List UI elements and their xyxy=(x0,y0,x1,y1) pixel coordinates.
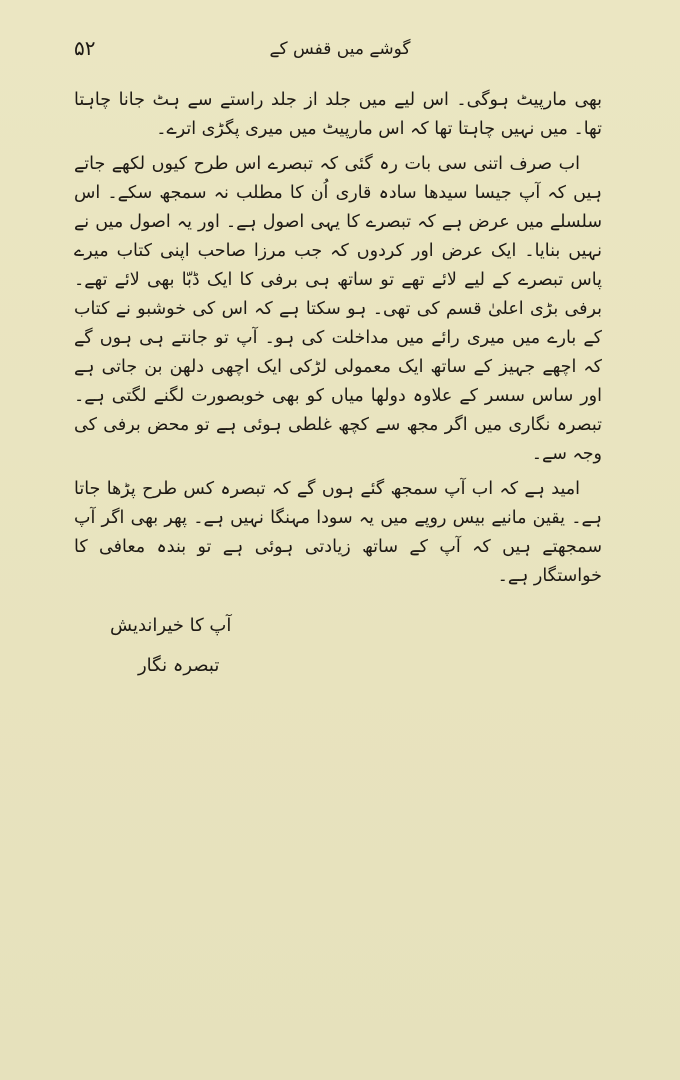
body-text xyxy=(74,86,602,591)
running-title: گوشے میں قفس کے xyxy=(269,39,411,59)
paragraph-2: اب صرف اتنی سی بات رہ گئی کہ تبصرے اس طرح کیوں لکھے جاتے ہیں کہ آپ جیسا سیدھا سادہ قاری اُن کا مطلب نہ سمجھ سکے۔ اس سلسلے میں عرض ہے کہ تبصرے کا یہی اصول ہے۔ اور یہ اصول میں نے نہیں بنایا۔ ایک عرض اور کردوں کہ جب مرزا صاحب اپنی کتاب میرے پاس تبصرے کے لیے لائے تھے تو ساتھ ہی برفی کا ایک ڈبّا بھی لائے تھے۔ برفی بڑی اعلیٰ قسم کی تھی۔ ہو سکتا ہے کہ اس کی خوشبو نے کتاب کے بارے میں میری رائے میں مداخلت کی ہو۔ آپ تو جانتے ہی ہوں گے کہ اچھے جہیز کے ساتھ ایک معمولی لڑکی ایک اچھی دلھن بن جاتی ہے اور ساس سسر کے علاوہ دولھا میاں کو بھی خوبصورت لگنے لگتی ہے۔ تبصرہ نگاری میں اگر مجھ سے کچھ غلطی ہوئی ہے تو محض برفی کی وجہ سے۔ xyxy=(74,154,602,464)
signature-role: تبصرہ نگار xyxy=(137,655,220,676)
paragraph-1: بھی مارپیٹ ہوگی۔ اس لیے میں جلد از جلد راستے سے ہٹ جانا چاہتا تھا۔ میں نہیں چاہتا تھا کہ اس مارپیٹ میں میری پگڑی اترے۔ xyxy=(74,90,602,139)
signature-closing: آپ کا خیراندیش xyxy=(110,615,232,636)
signature-block xyxy=(110,606,231,686)
paragraph-3: امید ہے کہ اب آپ سمجھ گئے ہوں گے کہ تبصرہ کس طرح پڑھا جاتا ہے۔ یقین مانیے بیس روپے میں یہ سودا مہنگا نہیں ہے۔ پھر بھی اگر آپ سمجھتے ہیں کہ آپ کے ساتھ زیادتی ہوئی ہے تو بندہ معافی کا خواستگار ہے۔ xyxy=(74,479,602,586)
page-number: ۵۲ xyxy=(74,36,96,60)
